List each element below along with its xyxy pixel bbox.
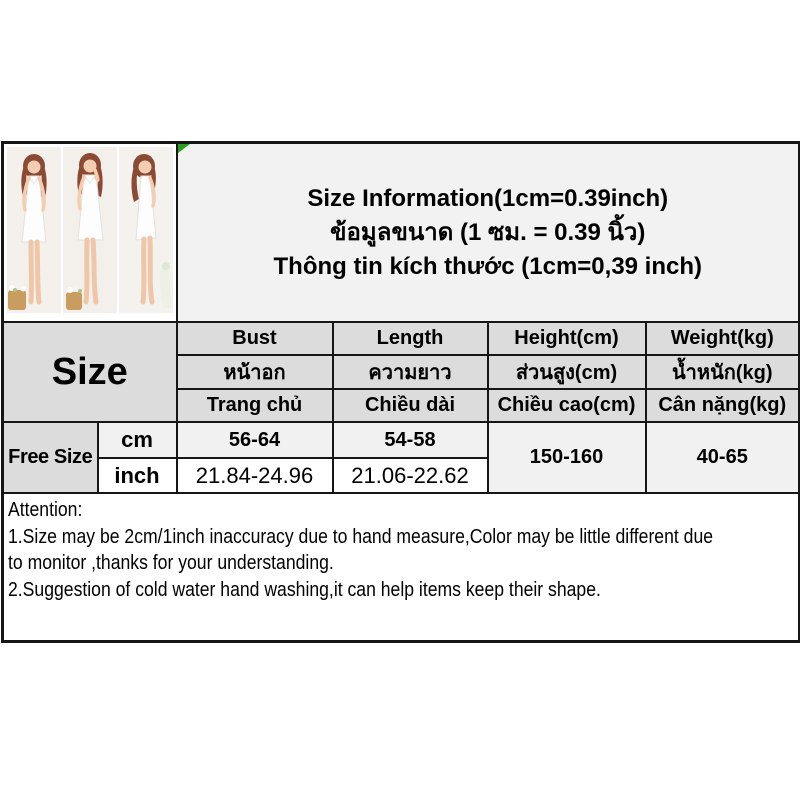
attention-text-block xyxy=(8,497,797,603)
size-information-title-block xyxy=(177,143,800,323)
attention-row xyxy=(3,493,800,641)
title-thai: ข้อมูลขนาด (1 ซม. = 0.39 นิ้ว) xyxy=(330,218,646,246)
bust-cm-value: 56-64 xyxy=(177,422,333,458)
top-row xyxy=(3,143,800,323)
free-size-label: Free Size xyxy=(3,422,98,493)
size-header-cell: Size xyxy=(3,322,177,422)
col-header-length-th: ความยาว xyxy=(333,355,488,389)
product-photo xyxy=(3,143,177,323)
unit-inch-label: inch xyxy=(98,458,177,493)
length-cm-value: 54-58 xyxy=(333,422,488,458)
attention-line-1: 1.Size may be 2cm/1inch inaccuracy due to hand measure,Color may be little different due xyxy=(8,525,714,548)
col-header-weight-th: น้ำหนัก(kg) xyxy=(646,355,800,389)
col-header-weight-vi: Cân nặng(kg) xyxy=(646,389,800,422)
col-header-bust-en: Bust xyxy=(177,322,333,355)
attention-note xyxy=(3,493,800,641)
col-header-bust-th: หน้าอก xyxy=(177,355,333,389)
col-header-bust-vi: Trang chủ xyxy=(177,389,333,422)
col-header-height-en: Height(cm) xyxy=(488,322,646,355)
length-inch-value: 21.06-22.62 xyxy=(333,458,488,493)
weight-value: 40-65 xyxy=(646,422,800,493)
attention-line-2: to monitor ,thanks for your understanding. xyxy=(8,552,334,574)
header-row-english xyxy=(3,322,800,355)
col-header-length-vi: Chiều dài xyxy=(333,389,488,422)
col-header-length-en: Length xyxy=(333,322,488,355)
data-row-cm xyxy=(3,422,800,458)
attention-line-3: 2.Suggestion of cold water hand washing,it can help items keep their shape. xyxy=(8,578,601,601)
bust-inch-value: 21.84-24.96 xyxy=(177,458,333,493)
product-photo-illustration xyxy=(6,146,174,314)
col-header-height-vi: Chiều cao(cm) xyxy=(488,389,646,422)
size-table xyxy=(1,141,800,643)
col-header-weight-en: Weight(kg) xyxy=(646,322,800,355)
green-corner-flag-icon xyxy=(178,144,190,153)
col-header-height-th: ส่วนสูง(cm) xyxy=(488,355,646,389)
title-english: Size Information(1cm=0.39inch) xyxy=(307,184,669,212)
title-vietnamese: Thông tin kích thước (1cm=0,39 inch) xyxy=(273,252,703,280)
attention-heading: Attention: xyxy=(8,499,83,521)
height-value: 150-160 xyxy=(488,422,646,493)
unit-cm-label: cm xyxy=(98,422,177,458)
